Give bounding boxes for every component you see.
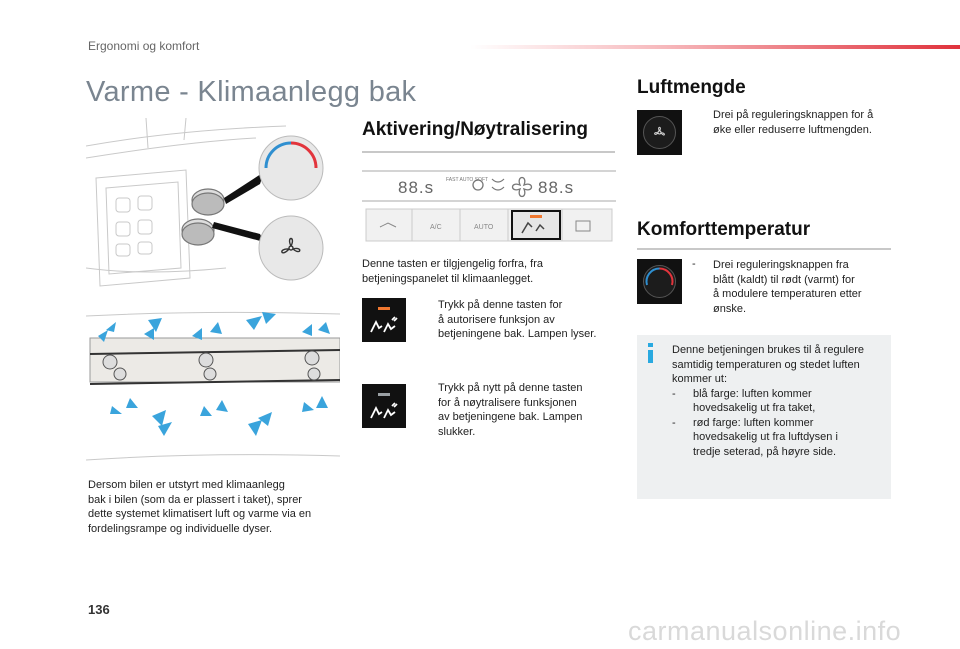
info-item-line: blå farge: luften kommer [693,387,812,400]
step2-line: Trykk på nytt på denne tasten [438,382,583,394]
auto-button-label: AUTO [474,224,494,231]
info-item-line: hovedsakelig ut fra luftdysen i [693,431,838,443]
step1-text [438,298,618,342]
system-description [88,478,343,536]
caption-line: Dersom bilen er utstyrt med klimaanlegg [88,479,285,491]
comfort-text [713,258,893,316]
intro-line: Denne tasten er tilgjengelig forfra, fra [362,258,543,270]
temp-display-right: 88.s [538,178,575,197]
activation-rule [362,151,615,153]
airflow-line: øke eller reduserre luftmengden. [713,123,872,136]
dash-marker: - [672,416,676,429]
dash-marker: - [692,258,696,270]
caption-line: dette systemet klimatisert luft og varme via en [88,508,312,520]
airflow-knob[interactable] [637,110,682,155]
info-text [672,343,887,459]
info-item-blue [672,387,887,416]
step2-text [438,381,618,439]
auto-mode-display: FAST AUTO SOFT [446,177,489,183]
info-line: samtidig temperaturen og stedet luften [672,358,860,371]
airflow-line: Drei på reguleringsknappen for å [713,109,874,121]
info-item-line: rød farge: luften kommer [693,416,814,429]
page-number: 136 [88,602,110,617]
step2-line: av betjeningene bak. Lampen [438,411,583,423]
page-title: Varme - Klimaanlegg bak [86,76,417,108]
step1-line: betjeningene bak. Lampen lyser. [438,328,597,340]
distribution-ramp-illustration [86,310,340,470]
airflow-heading: Luftmengde [637,77,746,98]
temperature-knob[interactable] [637,259,682,304]
rear-control-button-off[interactable] [362,384,406,428]
overhead-controls-illustration [86,118,340,288]
comfort-line: ønske. [713,302,747,315]
info-line: Denne betjeningen brukes til å regulere [672,344,865,356]
intro-line: betjeningspanelet til klimaanlegget. [362,272,534,285]
step1-line: å autorisere funksjon av [438,313,555,326]
lamp-off-icon [378,393,390,396]
step2-line: slukker. [438,425,476,438]
activation-heading: Aktivering/Nøytralisering [362,119,588,140]
step2-line: for å nøytralisere funksjonen [438,396,577,409]
info-icon [646,343,655,363]
info-item-line: hovedsakelig ut fra taket, [693,402,816,414]
ac-button-label: A/C [430,224,442,231]
activation-intro [362,257,617,286]
info-box [637,335,891,499]
dash-marker: - [672,387,676,400]
info-line: kommer ut: [672,373,728,385]
step1-line: Trykk på denne tasten for [438,299,563,311]
comfort-line: å modulere temperaturen etter [713,288,862,300]
caption-line: bak i bilen (som da er plassert i taket), sprer [88,493,302,506]
temp-display-left: 88.s [398,178,435,197]
info-item-line: tredje seterad, på høyre side. [693,445,837,458]
header-accent-bar [470,45,960,49]
caption-line: fordelingsrampe og individuelle dyser. [88,522,273,535]
info-item-red [672,416,887,460]
comfort-rule [637,248,891,250]
comfort-line: Drei reguleringsknappen fra [713,259,849,271]
airflow-text [713,108,893,137]
section-header: Ergonomi og komfort [88,39,200,53]
front-panel-illustration [362,165,616,247]
watermark: carmanualsonline.info [628,616,902,646]
lamp-on-icon [378,307,390,310]
rear-control-button-on[interactable] [362,298,406,342]
comfort-line: blått (kaldt) til rødt (varmt) for [713,273,855,286]
comfort-heading: Komforttemperatur [637,219,811,240]
